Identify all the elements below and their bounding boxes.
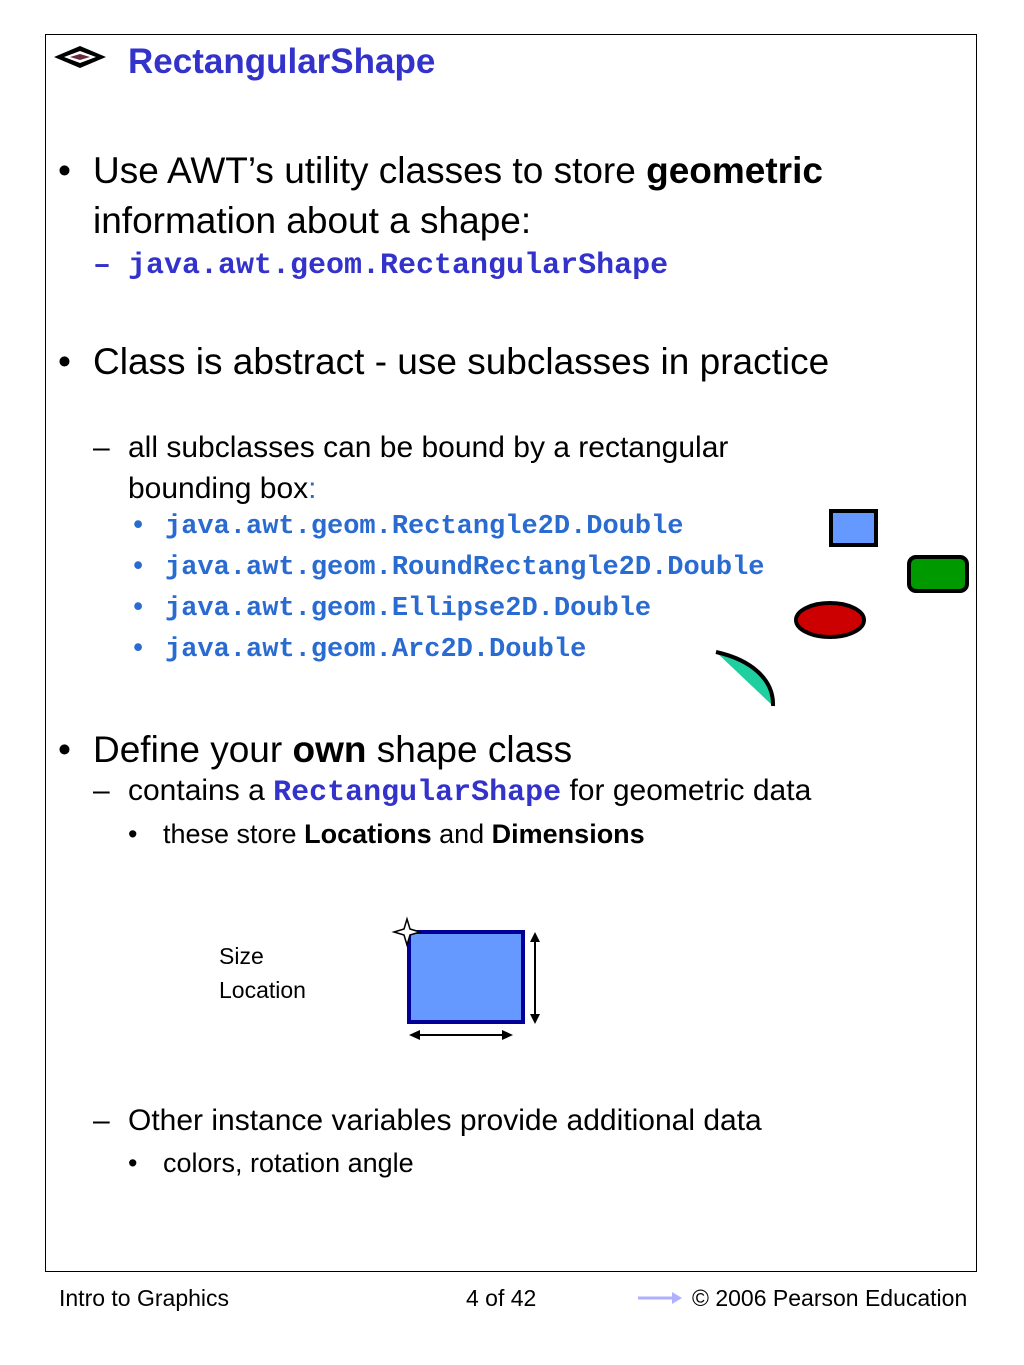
code-rectangular-shape-inline: RectangularShape [273, 776, 562, 810]
bullet-2-sub-text: all subclasses can be bound by a rectangular [128, 431, 729, 464]
dash-marker: – [93, 249, 112, 283]
bullet-4-sub-text: Other instance variables provide additional data [128, 1104, 762, 1137]
bullet-3-text2: shape class [366, 729, 573, 770]
bullet-4-subsub [128, 1148, 414, 1179]
class-name: java.awt.geom.Arc2D.Double [165, 635, 587, 665]
subsub-bold-locations: Locations [304, 819, 432, 849]
bullet-3-sub-text2: for geometric data [561, 774, 812, 807]
subsub-text: these store [163, 819, 305, 849]
class-item-rectangle2d [130, 512, 683, 542]
subsub-text2: and [431, 819, 492, 849]
bullet-marker: • [130, 512, 147, 542]
bullet-2-colon: : [308, 472, 317, 505]
class-name: java.awt.geom.Rectangle2D.Double [165, 512, 684, 542]
dash-marker: – [93, 431, 110, 464]
class-name: java.awt.geom.Ellipse2D.Double [165, 594, 652, 624]
slide-title: RectangularShape [128, 42, 436, 81]
bullet-1-bold: geometric [646, 150, 823, 191]
dash-marker: – [93, 774, 110, 807]
class-name: java.awt.geom.RoundRectangle2D.Double [165, 553, 765, 583]
footer-left: Intro to Graphics [59, 1285, 230, 1311]
bullet-marker: • [128, 1148, 138, 1178]
bullet-1-text: Use AWT’s utility classes to store [93, 150, 647, 191]
bullet-3-subsub [128, 819, 645, 850]
bullet-marker: • [58, 341, 71, 382]
bullet-3-sub [93, 774, 811, 810]
label-size: Size [219, 943, 264, 969]
bullet-2-text: Class is abstract - use subclasses in practice [93, 341, 830, 382]
bullet-3-sub-text: contains a [128, 774, 274, 807]
class-item-arc2d [130, 635, 586, 665]
arrow-right-icon [636, 1290, 684, 1306]
size-location-diagram [390, 912, 560, 1047]
bullet-marker: • [130, 635, 147, 665]
footer-copyright: © 2006 Pearson Education [692, 1285, 968, 1311]
height-arrow [530, 932, 540, 1024]
bullet-1-sub [93, 247, 668, 283]
label-location: Location [219, 977, 306, 1003]
footer-page-number: 4 of 42 [466, 1285, 537, 1311]
bullet-2 [58, 337, 829, 387]
diagram-rectangle [409, 932, 523, 1022]
subsub-bold-dimensions: Dimensions [491, 819, 645, 849]
diamond-icon [52, 44, 108, 70]
dash-marker: – [93, 1104, 110, 1137]
bullet-marker: • [58, 150, 71, 191]
bullet-3-bold: own [292, 729, 367, 770]
bullet-marker: • [58, 729, 71, 770]
bullet-2-sub-line1 [93, 431, 728, 465]
code-rectangular-shape: java.awt.geom.RectangularShape [128, 249, 669, 283]
bullet-1 [58, 146, 823, 196]
bullet-marker: • [128, 819, 138, 849]
bullet-marker: • [130, 594, 147, 624]
bullet-4-sub [93, 1104, 762, 1138]
subsub-text: colors, rotation angle [163, 1148, 414, 1178]
bullet-3-text: Define your [93, 729, 293, 770]
width-arrow [409, 1030, 513, 1040]
bullet-2-sub-text2: bounding box [128, 472, 309, 505]
bullet-1-line2: information about a shape: [93, 200, 532, 241]
class-item-ellipse2d [130, 594, 651, 624]
bullet-2-sub-line2 [128, 472, 317, 506]
bullet-marker: • [130, 553, 147, 583]
class-item-roundrectangle2d [130, 553, 765, 583]
bullet-3 [58, 725, 572, 775]
